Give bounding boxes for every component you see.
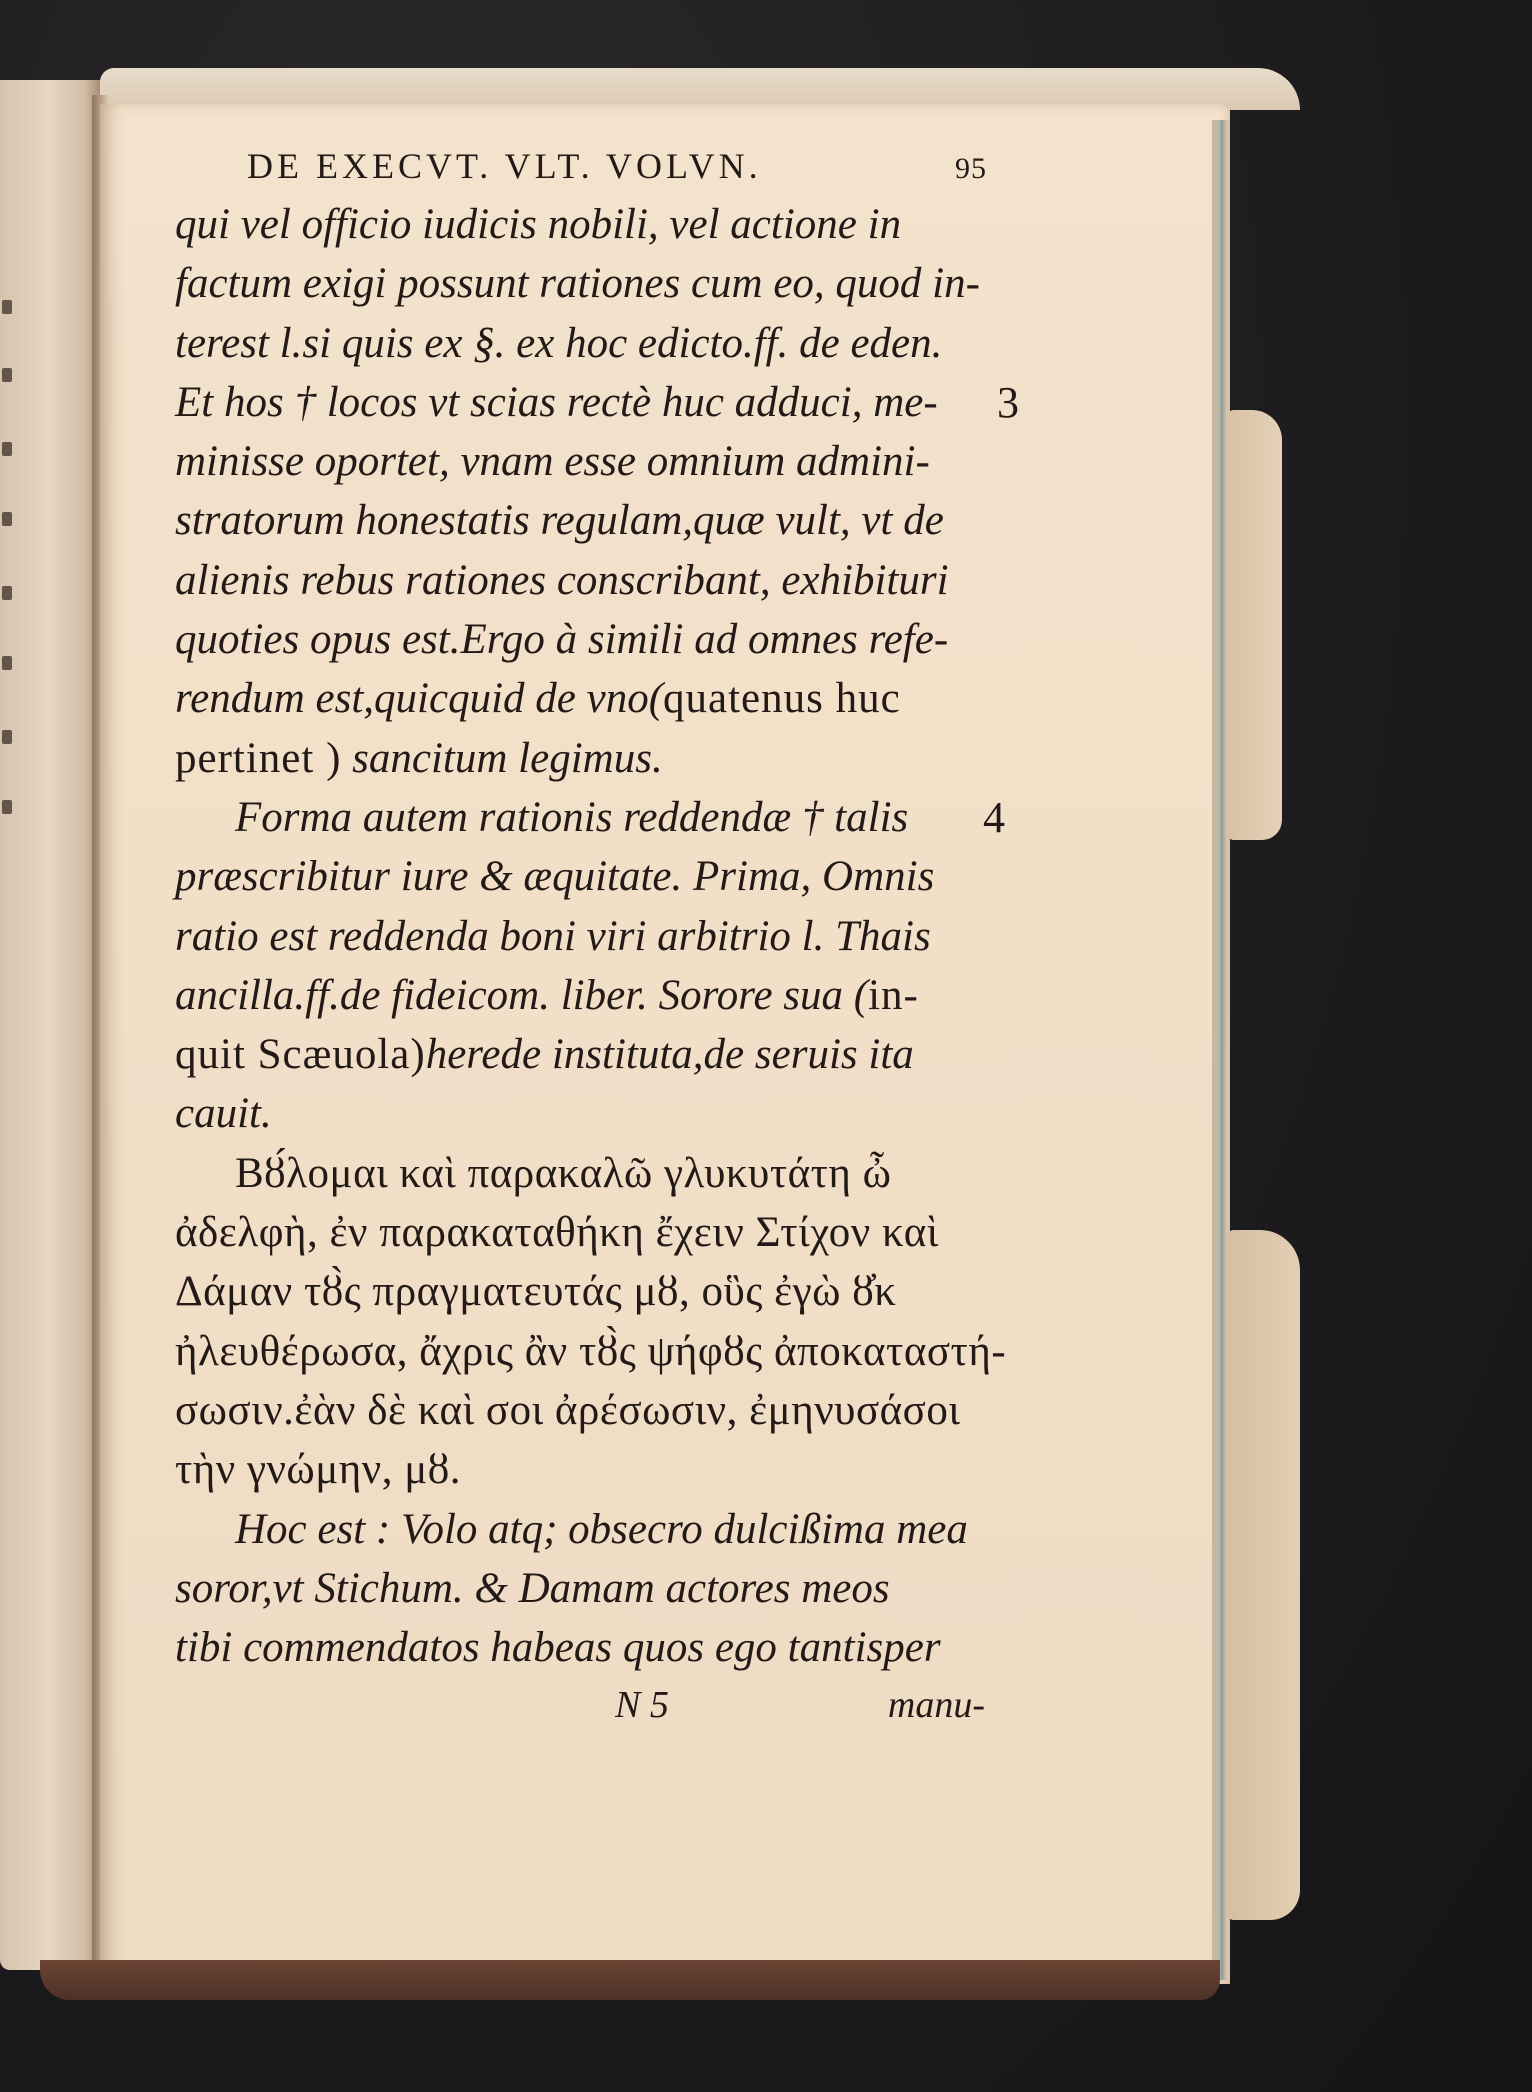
text-line: [175, 788, 1005, 847]
text-roman: pertinet ): [175, 734, 342, 782]
book-cover-bottom: [40, 1960, 1220, 2000]
signature-mark: N 5: [615, 1684, 669, 1727]
text-line: soror,vt Stichum. & Damam actores meos: [175, 1564, 890, 1612]
text-line: factum exigi possunt rationes cum eo, quod in-: [175, 260, 980, 308]
text-line: Hoc est : Volo atq; obsecro dulcißima mea: [235, 1505, 968, 1553]
text-italic: sancitum legimus.: [341, 734, 663, 782]
text-italic: ancilla.ff.de fideicom. liber. Sorore sua (: [175, 971, 869, 1019]
catchword: manu-: [887, 1684, 985, 1727]
greek-line: τὴν γνώμην, μȣ.: [175, 1446, 461, 1494]
margin-number: 3: [997, 377, 1019, 427]
text-line-content: Forma autem rationis reddendæ † talis: [235, 793, 909, 841]
text-roman: in-: [868, 971, 919, 1019]
text-line: minisse oportet, vnam esse omnium admini-: [175, 438, 930, 486]
greek-line: σωσιν.ἐὰν δὲ καὶ σοι ἀρέσωσιν, ἐμηνυσάσοι: [175, 1386, 961, 1434]
text-roman: quit Scæuola): [175, 1031, 426, 1079]
text-line: [175, 669, 995, 728]
text-italic: rendum est,quicquid de vno(: [175, 675, 664, 723]
text-italic: herede instituta,de seruis ita: [425, 1031, 914, 1079]
text-line: cauit.: [175, 1090, 272, 1138]
text-line: ratio est reddenda boni viri arbitrio l. Thais: [175, 912, 931, 960]
text-line: alienis rebus rationes conscribant, exhibituri: [175, 556, 949, 604]
text-block: [175, 145, 1019, 1727]
text-line-content: Et hos † locos vt scias rectè huc adduci, me-: [175, 378, 938, 426]
greek-line: ἠλευθέρωσα, ἄχρις ἂν τȣ̀ς ψήφȣς ἀποκαταστή-: [175, 1327, 1007, 1375]
text-line: tibi commendatos habeas quos ego tantisper: [175, 1624, 941, 1672]
torn-leaf-fragment-lower: [1226, 1230, 1300, 1920]
text-line: [175, 729, 995, 788]
greek-line: Δάμαν τȣ̀ς πραγματευτάς μȣ, οὓς ἐγὼ ȣ̓κ: [175, 1268, 897, 1316]
torn-leaf-fragment-upper: [1226, 410, 1282, 840]
greek-line: ἀδελφὴ, ἐν παρακαταθήκη ἔχειν Στίχον καὶ: [175, 1209, 939, 1257]
text-line: qui vel officio iudicis nobili, vel actione in: [175, 201, 902, 248]
left-facing-page: [0, 80, 100, 1970]
left-page-text-fragments: [0, 300, 18, 820]
text-line: quoties opus est.Ergo à simili ad omnes refe-: [175, 616, 949, 664]
text-roman: quatenus huc: [663, 675, 901, 723]
margin-number: 4: [983, 792, 1005, 842]
text-line: stratorum honestatis regulam,quæ vult, vt de: [175, 497, 944, 545]
running-head-title: DE EXECVT. VLT. VOLVN.: [247, 146, 762, 186]
page-number: 95: [955, 152, 987, 185]
text-line: [175, 1025, 995, 1084]
text-line: [175, 966, 995, 1025]
text-line: præscribitur iure & æquitate. Prima, Omnis: [175, 853, 935, 901]
running-head: [247, 145, 987, 187]
greek-line: Βȣ́λομαι καὶ παρακαλῶ γλυκυτάτη ὦ: [235, 1149, 892, 1197]
text-line: terest l.si quis ex §. ex hoc edicto.ff. de eden.: [175, 319, 943, 367]
text-line: [175, 373, 1019, 432]
catchline: [175, 1683, 995, 1727]
